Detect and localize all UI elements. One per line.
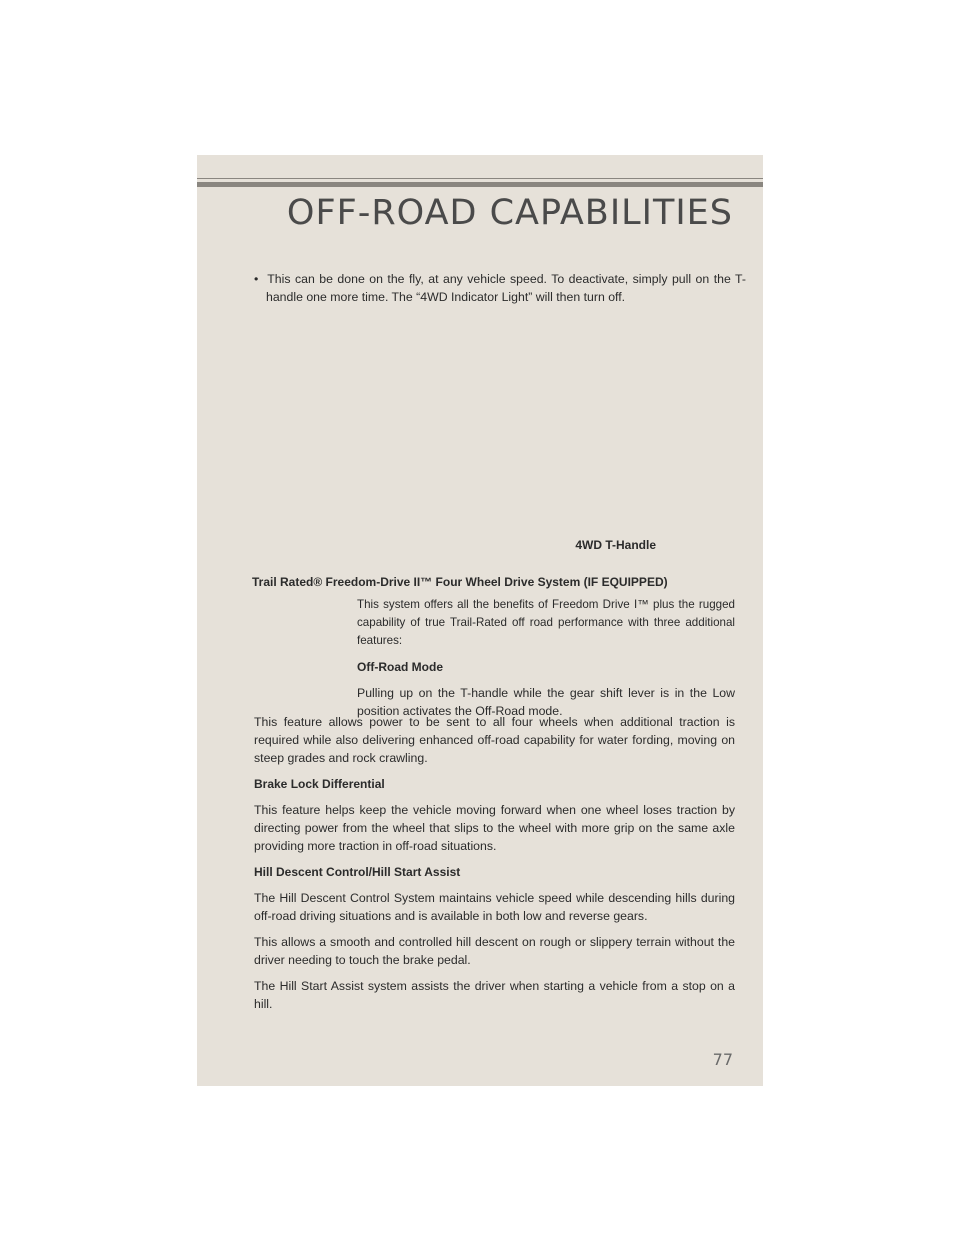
off-road-mode-heading: Off-Road Mode xyxy=(357,660,443,674)
header-thin-rule xyxy=(197,178,763,179)
hill-descent-heading: Hill Descent Control/Hill Start Assist xyxy=(254,865,461,879)
trail-rated-intro: This system offers all the benefits of Freedom Drive I™ plus the rugged capability of true Trail-Rated off road performance with three additional features: xyxy=(357,598,735,647)
manual-page-panel xyxy=(197,155,763,1086)
feature-paragraph: This feature allows power to be sent to all four wheels when additional traction is required while also delivering enhanced off-road capability for water fording, moving on steep grades and rock crawling. xyxy=(254,715,735,765)
page-number: 77 xyxy=(712,1050,733,1069)
main-text-column xyxy=(254,713,735,1021)
section-title: OFF-ROAD CAPABILITIES xyxy=(286,193,733,233)
figure-caption: 4WD T-Handle xyxy=(575,538,656,552)
header-thick-rule xyxy=(197,182,763,187)
hill-start-text: The Hill Start Assist system assists the driver when starting a vehicle from a stop on a hill. xyxy=(254,979,735,1011)
trail-rated-heading: Trail Rated® Freedom-Drive II™ Four Wheel Drive System (IF EQUIPPED) xyxy=(252,575,668,589)
hill-descent-text-1: The Hill Descent Control System maintains vehicle speed while descending hills during off-road driving situations and is available in both low and reverse gears. xyxy=(254,891,735,923)
bullet-symbol: • xyxy=(254,272,259,286)
bullet-paragraph xyxy=(254,270,746,306)
hill-descent-text-2: This allows a smooth and controlled hill descent on rough or slippery terrain without the driver needing to touch the brake pedal. xyxy=(254,935,735,967)
trail-rated-side-column xyxy=(357,596,735,728)
brake-lock-heading: Brake Lock Differential xyxy=(254,777,385,791)
off-road-mode-text: Pulling up on the T-handle while the gear shift lever is in the Low position activates the Off-Road mode. xyxy=(357,686,735,718)
bullet-text: This can be done on the fly, at any vehicle speed. To deactivate, simply pull on the T-handle one more time. The “4WD Indicator Light” will then turn off. xyxy=(266,272,746,304)
figure-area xyxy=(254,308,734,553)
brake-lock-text: This feature helps keep the vehicle moving forward when one wheel loses traction by directing power from the wheel that slips to the wheel with more grip on the same axle providing more traction in off-road situations. xyxy=(254,803,735,853)
